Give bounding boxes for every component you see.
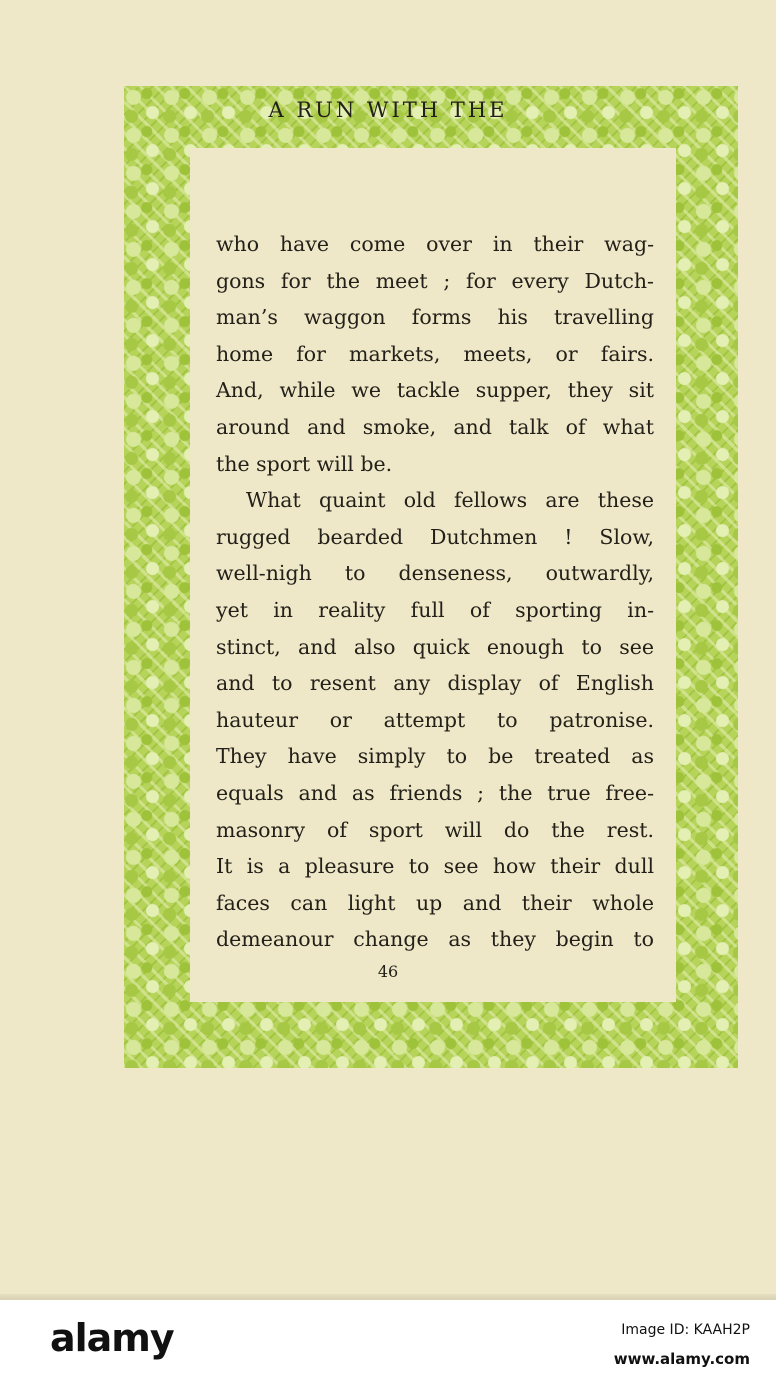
text-line: hauteur or attempt to patronise.: [216, 707, 654, 732]
body-text: [216, 226, 654, 958]
text-line: the sport will be.: [216, 451, 393, 476]
text-line: What quaint old fellows are these: [246, 488, 654, 513]
text-line: stinct, and also quick enough to see: [216, 634, 654, 659]
text-line: rugged bearded Dutchmen ! Slow,: [216, 524, 654, 549]
watermark-footer: [0, 1300, 776, 1390]
text-line: It is a pleasure to see how their dull: [216, 854, 654, 879]
running-header: A RUN WITH THE: [268, 98, 508, 122]
text-line: And, while we tackle supper, they sit: [216, 378, 654, 403]
text-line: yet in reality full of sporting in-: [216, 597, 654, 622]
text-line: man’s waggon forms his travelling: [216, 305, 654, 330]
text-line: who have come over in their wag-: [216, 232, 654, 256]
page-number: 46: [377, 962, 399, 981]
text-line: around and smoke, and talk of what: [216, 414, 654, 439]
text-line: They have simply to be treated as: [216, 744, 654, 769]
text-line: and to resent any display of English: [216, 671, 654, 696]
text-line: faces can light up and their whole: [216, 890, 654, 915]
text-line: home for markets, meets, or fairs.: [216, 341, 654, 366]
text-line: well-nigh to denseness, outwardly,: [216, 561, 654, 586]
site-url: www.alamy.com: [613, 1350, 750, 1368]
image-id: Image ID: KAAH2P: [621, 1322, 750, 1338]
text-line: gons for the meet ; for every Dutch-: [216, 268, 654, 293]
text-line: masonry of sport will do the rest.: [216, 817, 654, 842]
text-line: equals and as friends ; the true free-: [216, 780, 654, 805]
text-line: demeanour change as they begin to: [216, 927, 654, 952]
alamy-logo: alamy: [50, 1316, 174, 1360]
